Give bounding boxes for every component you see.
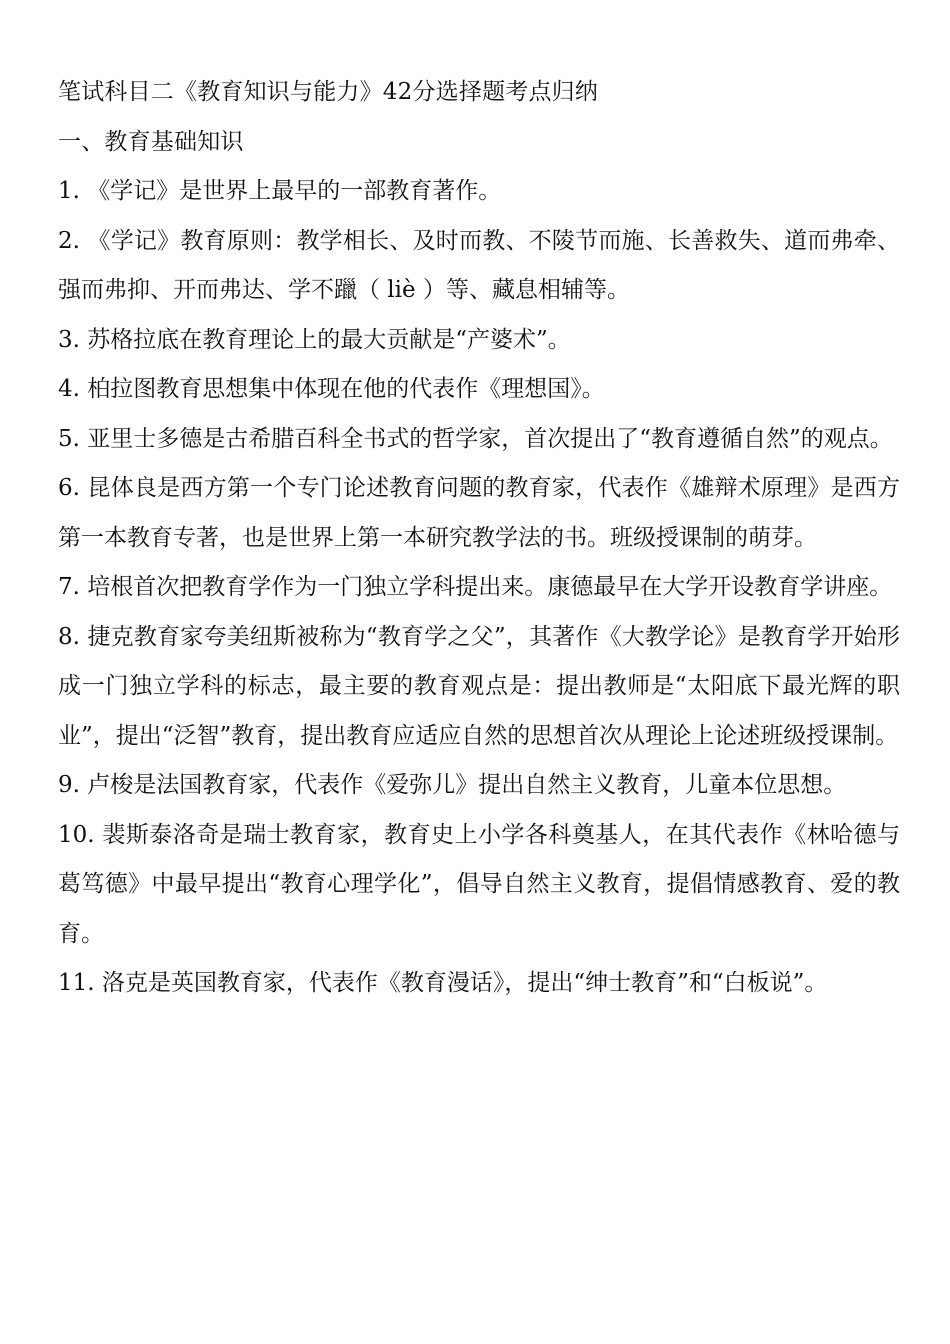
list-item-10: 10. 裴斯泰洛奇是瑞士教育家，教育史上小学各科奠基人，在其代表作《林哈德与葛笃德》中最早提出“教育心理学化”，倡导自然主义教育，提倡情感教育、爱的教育。 <box>58 821 900 947</box>
list-item-2: 2. 《学记》教育原则：教学相长、及时而教、不陵节而施、长善救失、道而弗牵、强而弗抑、开而弗达、学不躐（ liè ）等、藏息相辅等。 <box>58 227 900 303</box>
list-item-9: 9. 卢梭是法国教育家，代表作《爱弥儿》提出自然主义教育，儿童本位思想。 <box>58 772 847 798</box>
document-title: 笔试科目二《教育知识与能力》42分选择题考点归纳 <box>58 79 599 105</box>
list-item-5: 5. 亚里士多德是古希腊百科全书式的哲学家，首次提出了“教育遵循自然”的观点。 <box>58 425 893 452</box>
list-item-1: 1. 《学记》是世界上最早的一部教育著作。 <box>58 178 502 204</box>
list-item-8: 8. 捷克教育家夸美纽斯被称为“教育学之父”，其著作《大教学论》是教育学开始形成一门独立学科的标志，最主要的教育观点是：提出教师是“太阳底下最光辉的职业”，提出“泛智”教育，提出教育应适应自然的思想首次从理论上论述班级授课制。 <box>58 623 900 749</box>
list-item-7: 7. 培根首次把教育学作为一门独立学科提出来。康德最早在大学开设教育学讲座。 <box>58 574 893 600</box>
section-heading: 一、教育基础知识 <box>58 128 244 155</box>
list-item-11: 11. 洛克是英国教育家，代表作《教育漫话》，提出“绅士教育”和“白板说”。 <box>58 970 828 996</box>
list-item-3: 3. 苏格拉底在教育理论上的最大贡献是“产婆术”。 <box>58 326 571 353</box>
list-item-4: 4. 柏拉图教育思想集中体现在他的代表作《理想国》。 <box>58 376 605 402</box>
list-item-6: 6. 昆体良是西方第一个专门论述教育问题的教育家，代表作《雄辩术原理》是西方第一本教育专著，也是世界上第一本研究教学法的书。班级授课制的萌芽。 <box>58 475 900 551</box>
